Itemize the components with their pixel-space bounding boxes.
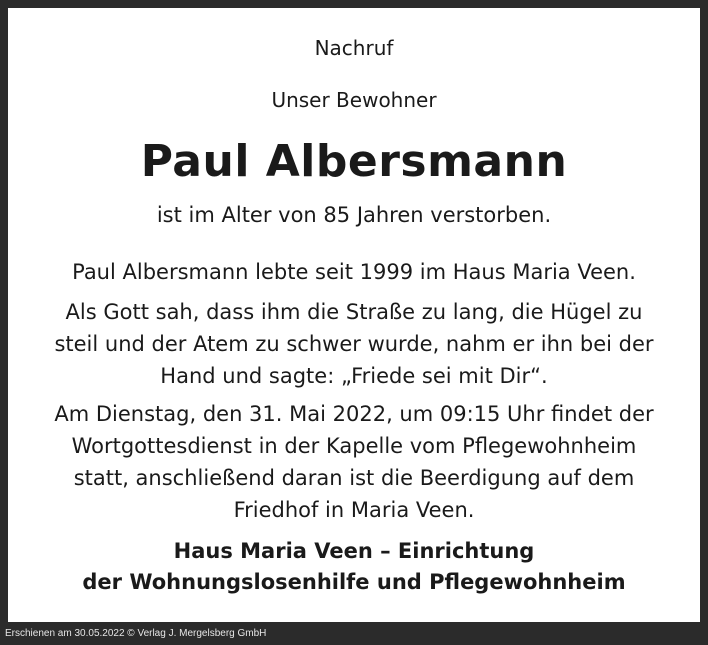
service-line: Wortgottesdienst in der Kapelle vom Pflegewohnheim [71, 434, 637, 458]
signature-line: Haus Maria Veen – Einrichtung [173, 539, 535, 563]
service-paragraph [8, 398, 700, 526]
notice-subheading: Unser Bewohner [271, 88, 437, 112]
poem-line: Als Gott sah, dass ihm die Straße zu lang, die Hügel zu [65, 300, 643, 324]
publication-footer: Erschienen am 30.05.2022 © Verlag J. Mergelsberg GmbH [5, 628, 267, 639]
poem-line: Hand und sagte: „Friede sei mit Dir“. [160, 364, 548, 388]
signature-block [8, 536, 700, 598]
residence-line: Paul Albersmann lebte seit 1999 im Haus Maria Veen. [72, 260, 636, 284]
deceased-name: Paul Albersmann [140, 136, 568, 187]
notice-heading: Nachruf [314, 36, 394, 60]
poem-paragraph [8, 296, 700, 392]
service-line: statt, anschließend daran ist die Beerdigung auf dem [73, 466, 635, 490]
age-line: ist im Alter von 85 Jahren verstorben. [156, 203, 552, 227]
service-line: Friedhof in Maria Veen. [233, 498, 475, 522]
signature-line: der Wohnungslosenhilfe und Pflegewohnheim [82, 570, 626, 594]
obituary-notice [8, 8, 700, 622]
poem-line: steil und der Atem zu schwer wurde, nahm er ihn bei der [54, 332, 654, 356]
service-line: Am Dienstag, den 31. Mai 2022, um 09:15 Uhr findet der [54, 402, 654, 426]
